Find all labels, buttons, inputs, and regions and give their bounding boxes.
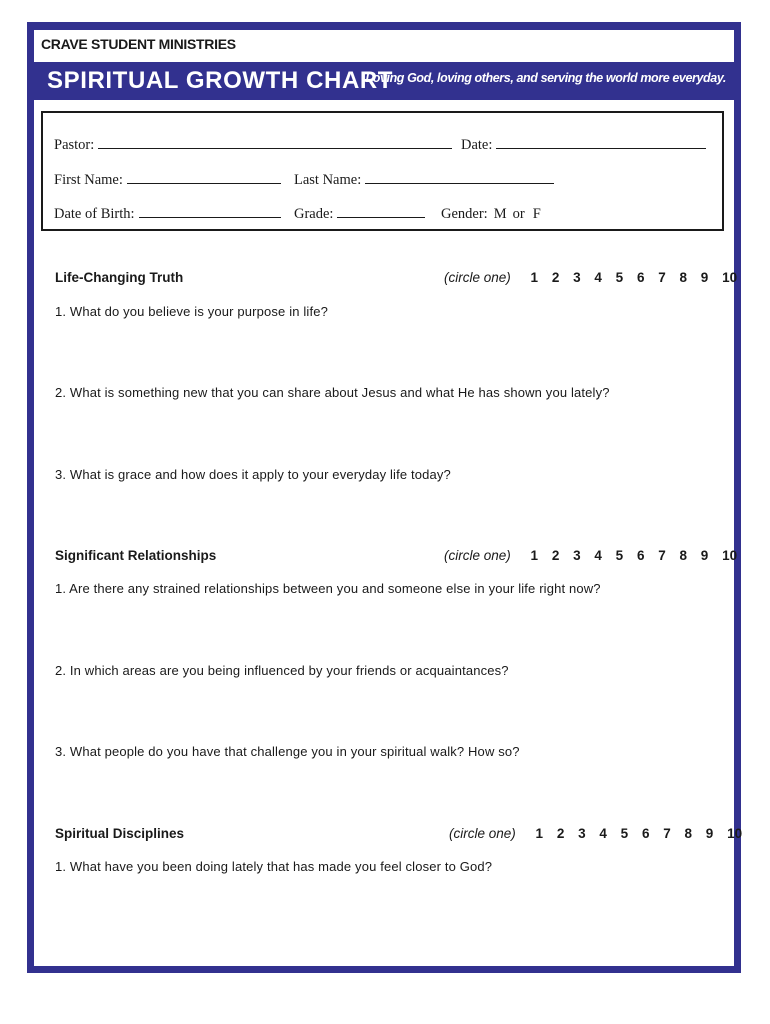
rating-scale-life-changing-truth <box>444 270 737 285</box>
rating-option[interactable]: 2 <box>556 826 565 841</box>
last-name-line[interactable] <box>365 182 554 184</box>
page-title: SPIRITUAL GROWTH CHART <box>47 67 394 94</box>
first-name-label: First Name: <box>54 172 123 188</box>
grade-label: Grade: <box>294 206 334 222</box>
rating-option[interactable]: 5 <box>620 826 629 841</box>
rating-option[interactable]: 1 <box>530 548 539 563</box>
rating-option[interactable]: 6 <box>636 548 645 563</box>
question: 1. Are there any strained relationships between you and someone else in your life right now? <box>55 581 601 596</box>
rating-option[interactable]: 10 <box>722 270 738 285</box>
question: 3. What people do you have that challenge you in your spiritual walk? How so? <box>55 744 520 759</box>
tagline: Loving God, loving others, and serving the world more everyday. <box>365 71 726 85</box>
rating-option[interactable]: 8 <box>679 270 688 285</box>
rating-option[interactable]: 7 <box>658 270 666 285</box>
rating-option[interactable]: 3 <box>573 270 581 285</box>
rating-option[interactable]: 5 <box>615 548 624 563</box>
rating-option[interactable]: 8 <box>684 826 693 841</box>
rating-option[interactable]: 5 <box>615 270 624 285</box>
question: 2. What is something new that you can share about Jesus and what He has shown you lately? <box>55 385 610 400</box>
rating-option[interactable]: 6 <box>636 270 645 285</box>
rating-option[interactable]: 9 <box>700 548 709 563</box>
rating-option[interactable]: 9 <box>705 826 714 841</box>
rating-option[interactable]: 1 <box>530 270 539 285</box>
org-name: CRAVE STUDENT MINISTRIES <box>41 36 236 52</box>
gender-f-option[interactable]: F <box>532 206 541 222</box>
circle-one-label: (circle one) <box>444 548 511 563</box>
gender-m-option[interactable]: M <box>493 206 507 222</box>
circle-one-label: (circle one) <box>449 826 516 841</box>
pastor-line[interactable] <box>98 147 452 149</box>
rating-option[interactable]: 10 <box>722 548 738 563</box>
section-title-life-changing-truth: Life-Changing Truth <box>55 270 184 285</box>
rating-option[interactable]: 3 <box>578 826 586 841</box>
rating-scale-spiritual-disciplines <box>449 826 742 841</box>
rating-option[interactable]: 7 <box>663 826 671 841</box>
rating-option[interactable]: 3 <box>573 548 581 563</box>
last-name-label: Last Name: <box>294 172 362 188</box>
rating-option[interactable]: 2 <box>551 548 560 563</box>
rating-option[interactable]: 1 <box>535 826 544 841</box>
dob-label: Date of Birth: <box>54 206 135 222</box>
gender-label: Gender: <box>441 206 488 222</box>
question: 1. What have you been doing lately that has made you feel closer to God? <box>55 859 493 874</box>
rating-option[interactable]: 4 <box>599 826 607 841</box>
date-field[interactable] <box>461 137 706 154</box>
first-name-line[interactable] <box>127 182 281 184</box>
rating-option[interactable]: 8 <box>679 548 688 563</box>
first-name-field[interactable] <box>54 172 281 189</box>
rating-option[interactable]: 10 <box>727 826 743 841</box>
rating-scale-significant-relationships <box>444 548 737 563</box>
rating-option[interactable]: 6 <box>641 826 650 841</box>
question: 2. In which areas are you being influenced by your friends or acquaintances? <box>55 663 509 678</box>
date-line[interactable] <box>496 147 706 149</box>
rating-option[interactable]: 4 <box>594 548 602 563</box>
question: 3. What is grace and how does it apply to your everyday life today? <box>55 467 451 482</box>
rating-option[interactable]: 7 <box>658 548 666 563</box>
circle-one-label: (circle one) <box>444 270 511 285</box>
rating-option[interactable]: 2 <box>551 270 560 285</box>
dob-field[interactable] <box>54 206 281 223</box>
gender-or: or <box>512 206 525 222</box>
question: 1. What do you believe is your purpose in life? <box>55 304 328 319</box>
grade-line[interactable] <box>337 216 425 218</box>
section-title-spiritual-disciplines: Spiritual Disciplines <box>55 826 185 841</box>
dob-line[interactable] <box>139 216 281 218</box>
rating-option[interactable]: 4 <box>594 270 602 285</box>
rating-option[interactable]: 9 <box>700 270 709 285</box>
student-info-box <box>41 111 724 231</box>
pastor-label: Pastor: <box>54 137 95 153</box>
grade-field[interactable] <box>294 206 425 223</box>
pastor-field[interactable] <box>54 137 452 154</box>
last-name-field[interactable] <box>294 172 554 189</box>
gender-field[interactable] <box>441 206 541 223</box>
section-title-significant-relationships: Significant Relationships <box>55 548 217 563</box>
date-label: Date: <box>461 137 493 153</box>
